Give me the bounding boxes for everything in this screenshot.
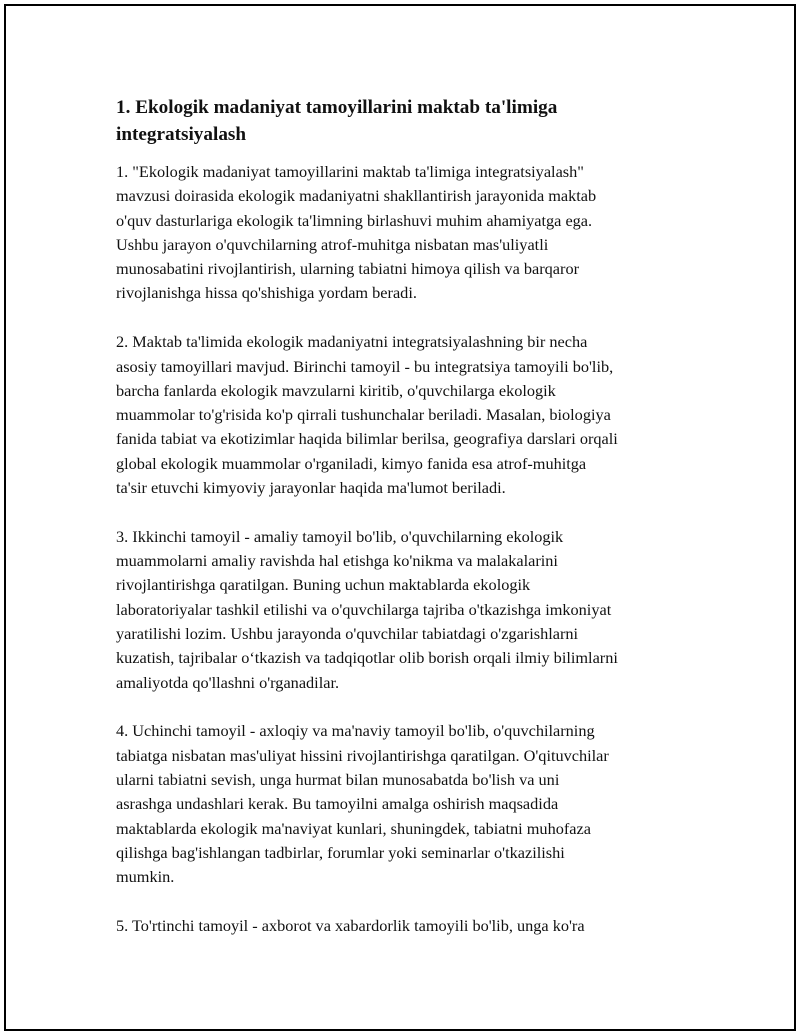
text-line: 4. Uchinchi tamoyil - axloqiy va ma'naviy tamoyil bo'lib, o'quvchilarning — [116, 721, 595, 741]
paragraph-3 — [116, 525, 696, 695]
paragraph-1 — [116, 160, 696, 306]
text-line: muammolarni amaliy ravishda hal etishga ko'nikma va malakalarini — [116, 551, 558, 571]
text-line: mavzusi doirasida ekologik madaniyatni shakllantirish jarayonida maktab — [116, 186, 597, 206]
text-line: fanida tabiat va ekotizimlar haqida bilimlar berilsa, geografiya darslari orqali — [116, 429, 618, 449]
document-body — [116, 94, 696, 963]
text-line: Ushbu jarayon o'quvchilarning atrof-muhitga nisbatan mas'uliyatli — [116, 234, 549, 254]
title-line: integratsiyalash — [116, 124, 247, 145]
text-line: laboratoriyalar tashkil etilishi va o'quvchilarga tajriba o'tkazishga imkoniyat — [116, 599, 612, 619]
text-line: 3. Ikkinchi tamoyil - amaliy tamoyil bo'lib, o'quvchilarning ekologik — [116, 526, 564, 546]
paragraph-4 — [116, 719, 696, 889]
text-line: muammolar to'g'risida ko'p qirrali tushunchalar beriladi. Masalan, biologiya — [116, 405, 611, 425]
text-line: amaliyotda qo'llashni o'rganadilar. — [116, 672, 340, 692]
text-line: mumkin. — [116, 867, 175, 887]
text-line: tabiatga nisbatan mas'uliyat hissini rivojlantirishga qaratilgan. O'qituvchilar — [116, 745, 609, 765]
title-line: 1. Ekologik madaniyat tamoyillarini maktab ta'limiga — [116, 97, 558, 118]
paragraph-5 — [116, 914, 696, 938]
paragraph-2 — [116, 330, 696, 500]
text-line: 2. Maktab ta'limida ekologik madaniyatni integratsiyalashning bir necha — [116, 332, 588, 352]
text-line: rivojlantirishga qaratilgan. Buning uchun maktablarda ekologik — [116, 575, 531, 595]
text-line: o'quv dasturlariga ekologik ta'limning birlashuvi muhim ahamiyatga ega. — [116, 210, 593, 230]
text-line: 5. To'rtinchi tamoyil - axborot va xabardorlik tamoyili bo'lib, unga ko'ra — [116, 916, 585, 936]
text-line: kuzatish, tajribalar o‘tkazish va tadqiqotlar olib borish orqali ilmiy bilimlarni — [116, 648, 618, 668]
text-line: rivojlanishga hissa qo'shishiga yordam beradi. — [116, 283, 417, 303]
document-title — [116, 94, 696, 148]
text-line: asrashga undashlari kerak. Bu tamoyilni amalga oshirish maqsadida — [116, 794, 559, 814]
text-line: barcha fanlarda ekologik mavzularni kiritib, o'quvchilarga ekologik — [116, 380, 556, 400]
text-line: maktablarda ekologik ma'naviyat kunlari, shuningdek, tabiatni muhofaza — [116, 818, 591, 838]
text-line: ta'sir etuvchi kimyoviy jarayonlar haqida ma'lumot beriladi. — [116, 478, 506, 498]
text-line: 1. "Ekologik madaniyat tamoyillarini maktab ta'limiga integratsiyalash" — [116, 162, 584, 181]
text-line: qilishga bag'ishlangan tadbirlar, forumlar yoki seminarlar o'tkazilishi — [116, 842, 565, 862]
text-line: global ekologik muammolar o'rganiladi, kimyo fanida esa atrof-muhitga — [116, 453, 587, 473]
text-line: munosabatini rivojlantirish, ularning tabiatni himoya qilish va barqaror — [116, 259, 580, 279]
text-line: ularni tabiatni sevish, unga hurmat bilan munosabatda bo'lish va uni — [116, 770, 560, 790]
text-line: yaratilishi lozim. Ushbu jarayonda o'quvchilar tabiatdagi o'zgarishlarni — [116, 624, 579, 644]
text-line: asosiy tamoyillari mavjud. Birinchi tamoyil - bu integratsiya tamoyili bo'lib, — [116, 356, 614, 376]
